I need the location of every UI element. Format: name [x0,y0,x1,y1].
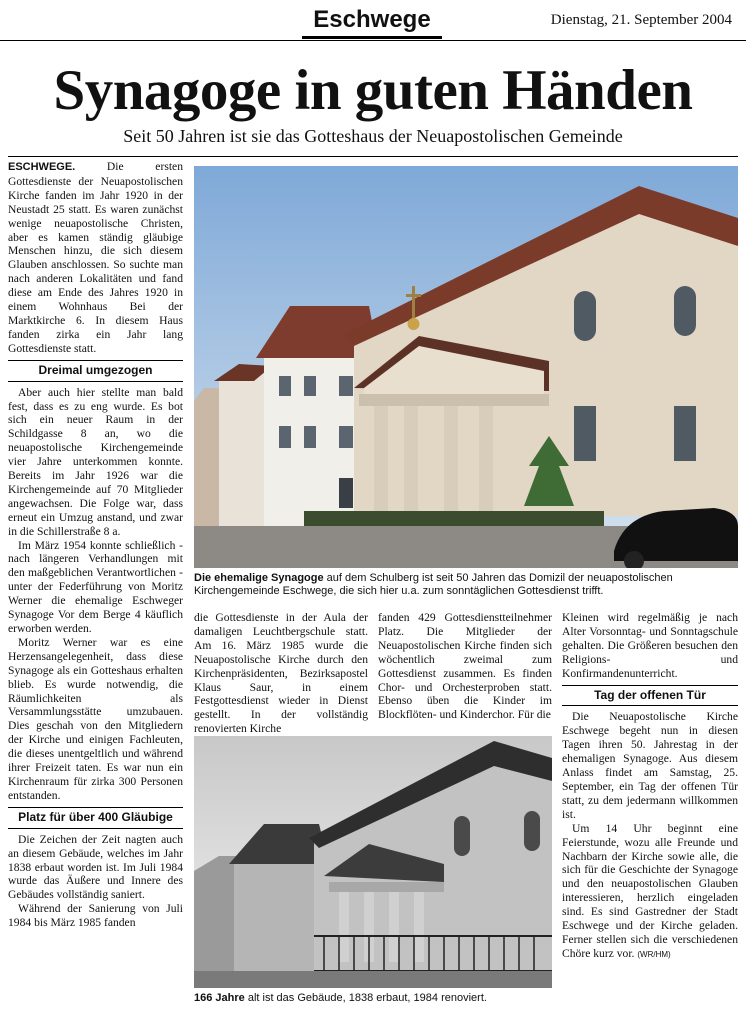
paragraph: Die Neuapostolische Kirche Eschwege begeht nun in diesen Tagen ihren 50. Jahrestag in der ehemaligen Synagoge. Aus diesem Anlass findet am Samstag, 25. September, ein Tag der offenen Tür statt, zu dem jedermann willkommen ist. [562,710,738,821]
headline-rule [8,156,738,157]
lead-paragraph: ESCHWEGE. Die ersten Gottesdienste der Neuapostolischen Kirche fanden im Jahr 1920 in der Neustadt 25 statt. Es waren zunächst wenige neuapostolische Christen, aber es kamen ständig gläubige Menschen hinzu, die sich diesem Glauben anschlossen. So suchte man nach anderen Lokalitäten und fand diese am Ende des Jahres 1920 in einem Wohnhaus Bei der Marktkirche 6. In diesem Haus fanden zirka ein Jahr lang Gottesdienste statt. [8,160,183,355]
subhead-platz: Platz für über 400 Gläubige [8,807,183,829]
subheadline: Seit 50 Jahren ist sie das Gotteshaus der Neuapostolischen Gemeinde [123,126,623,146]
paragraph: Moritz Werner war es eine Herzensangelegenheit, dass diese Synagoge als ein Gotteshaus erhalten blieb. Es wurde notwendig, die Räumlichkeiten als Versammlungsstätte umzubauen. Dies geschah von den Mitgliedern der Kirche und einigen Fachleuten, die dieses unentgeltlich und während ihrer Freizeit taten. Es war nun ein Kirchenraum für zirka 300 Personen entstanden. [8,635,183,802]
synagogue-color-illustration [194,166,738,568]
subhead-dreimal-umgezogen: Dreimal umgezogen [8,360,183,382]
photo-synagogue-color [194,166,738,568]
header-rule [0,40,746,41]
column-3 [378,611,552,722]
headline: Synagoge in guten Händen [53,59,693,122]
caption-photo-1: Die ehemalige Synagoge auf dem Schulberg ist seit 50 Jahren das Domizil der neuapostolischen Kirchengemeinde Eschwege, die sich hier u.a. zum sonntäglichen Gottesdienst trifft. [194,572,673,597]
synagogue-bw-illustration [194,736,552,988]
section-title: Eschwege [313,6,431,33]
author-signature: (WR/HM) [637,949,671,959]
column-2 [194,611,368,736]
paragraph: die Gottesdienste in der Aula der damaligen Leuchtbergschule statt. Am 16. März 1985 wurde die Neuapostolische Kirche durch den Kirchenpräsidenten, Bezirksapostel Klaus Saur, in einem Festgottesdienst wieder in Dienst gestellt. In der vollständig renovierten Kirche [194,611,368,736]
paragraph: Während der Sanierung von Juli 1984 bis März 1985 fanden [8,902,183,930]
paragraph: fanden 429 Gottesdienstteilnehmer Platz. Die Mitglieder der Neuapostolischen Kirche finden sich wöchentlich zweimal zum Gottesdienst zusammen. Es finden Chor- und Orchesterproben statt. Ebenso üben die Kinder im Blockflöten- und Kinderchor. Für die [378,611,552,722]
subhead-tag-der-offenen-tuer: Tag der offenen Tür [562,685,738,707]
paragraph: Die Zeichen der Zeit nagten auch an diesem Gebäude, welches im Jahr 1838 erbaut worden ist. Im Juli 1984 wurde das Äußere und Innere des Gebäudes vollständig saniert. [8,832,183,902]
paragraph: Im März 1954 konnte schließlich - nach längeren Verhandlungen mit den maßgeblichen Verantwortlichen - unter der Federführung von Moritz Werner die ehemalige Eschweger Synagoge Vor dem Berge 4 käuflich erworben werden. [8,538,183,635]
caption-photo-2: 166 Jahre alt ist das Gebäude, 1838 erbaut, 1984 renoviert. [194,992,487,1004]
section-underline [302,36,442,39]
column-4 [562,611,738,962]
issue-date: Dienstag, 21. September 2004 [550,12,732,28]
photo-synagogue-bw [194,736,552,988]
paragraph: Aber auch hier stellte man bald fest, dass es zu eng wurde. Es bot sich ein neuer Raum in der Schildgasse 8 an, wo die neuapostolische Kirchengemeinde vier Jahre unterkommen konnte. Bereits im Jahr 1926 war die Kirchengemeinde auf 70 Mitglieder angewachsen. Die Folge war, dass erneut ein Umzug anstand, und zwar in die Schillerstraße 8 a. [8,385,183,538]
paragraph: Kleinen wird regelmäßig je nach Alter Vorsonntag- und Sonntagschule gehalten. Die Größeren besuchen den Religions- und Konfirmandenunterricht. [562,611,738,680]
dateline: ESCHWEGE. [8,161,76,173]
paragraph: Um 14 Uhr beginnt eine Feierstunde, wozu alle Freunde und Nachbarn der Kirche sowie alle, die sich für die Geschichte der Synagoge und den neuapostolischen Glauben interessieren, herzlich eingeladen sind. Es sind Gastredner der Stadt Eschwege und der Kirche geladen. Ferner stellen sich die verschiedenen Chöre kurz vor. (WR/HM) [562,821,738,960]
column-1 [8,160,183,930]
